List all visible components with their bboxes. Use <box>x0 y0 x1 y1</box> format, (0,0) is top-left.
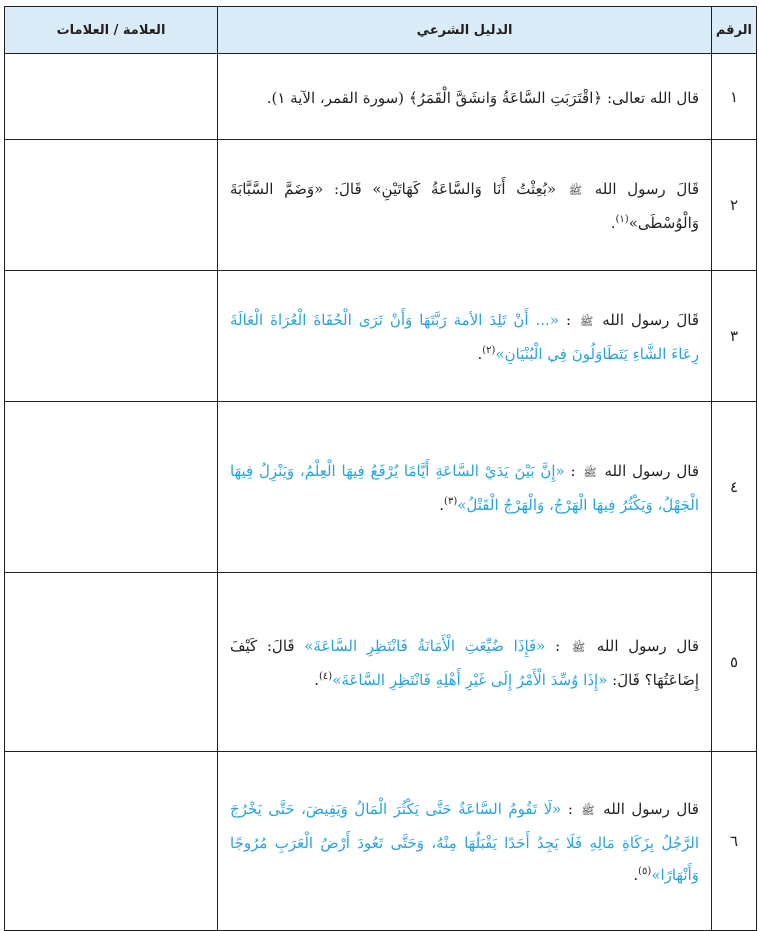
quran-verse: ﴿اقْتَرَبَتِ السَّاعَةُ وَانشَقَّ الْقَمَرُ﴾ <box>408 88 603 107</box>
hadith-text: «إِنَّ بَيْنَ يَدَيْ السَّاعَةِ أَيَّامًا يُرْفَعُ فِيهَا الْعِلْمُ، وَيَنْزِلُ فِيهَا الْجَهْلُ، وَيَكْثُرُ فِيهَا الْهَرْجُ، وَالْهَرْجُ الْقَتْلُ» <box>230 462 699 514</box>
row-number: ٦ <box>712 752 757 931</box>
table-row <box>5 54 757 140</box>
separator: : <box>570 462 576 480</box>
separator: : <box>565 311 572 329</box>
pbuh-ligature: ﷺ <box>583 466 597 479</box>
row-number: ٥ <box>712 573 757 752</box>
end-mark: . <box>439 496 445 514</box>
evidence-intro: قَالَ رسول الله <box>594 180 699 198</box>
hadith-text: «لَا تَقُومُ السَّاعَةُ حَتَّى يَكْثُرَ الْمَالُ وَيَفِيضَ، حَتَّى يَخْرُجَ الرَّجُلُ بِزَكَاةِ مَالِهِ فَلَا يَجِدُ أَحَدًا يَقْبَلُهَا مِنْهُ، وَحَتَّى تَعُودَ أَرْضُ الْعَرَبِ مُرُوجًا وَأَنْهَارًا» <box>230 800 699 884</box>
table-row <box>5 752 757 931</box>
sign-cell[interactable] <box>5 402 218 573</box>
sign-cell[interactable] <box>5 140 218 271</box>
header-evidence: الدليل الشرعي <box>218 7 712 54</box>
sign-cell[interactable] <box>5 54 218 140</box>
separator: : <box>567 800 573 818</box>
hadith-text: «بُعِثْتُ أَنَا وَالسَّاعَةُ كَهَاتَيْنِ» قَالَ: <box>333 180 557 198</box>
end-mark: . <box>477 345 483 363</box>
table-row <box>5 271 757 402</box>
evidence-cell <box>218 752 712 931</box>
pbuh-ligature: ﷺ <box>571 641 586 654</box>
end-mark: . <box>633 866 639 884</box>
separator: : <box>555 637 561 655</box>
evidence-table <box>4 6 757 931</box>
sign-cell[interactable] <box>5 271 218 402</box>
footnote-ref: (٥) <box>638 866 652 877</box>
pbuh-ligature: ﷺ <box>568 184 583 197</box>
hadith-text: «وَضَمَّ السَّبَّابَةَ وَالْوُسْطَى» <box>230 180 699 232</box>
evidence-cell <box>218 54 712 140</box>
row-number: ٣ <box>712 271 757 402</box>
question-text: قَالَ: كَيْفَ إِضَاعَتُهَا؟ قَالَ: <box>230 637 699 689</box>
table-row <box>5 402 757 573</box>
sign-cell[interactable] <box>5 573 218 752</box>
evidence-intro: قال رسول الله <box>596 637 699 655</box>
end-mark: . <box>610 214 616 232</box>
evidence-cell <box>218 140 712 271</box>
header-sign: العلامة / العلامات <box>5 7 218 54</box>
hadith-text: «... أَنْ تَلِدَ الأمة رَبَّتَهَا وَأَنْ تَرَى الْحُفَاةَ الْعُرَاةَ الْعَالَةَ رِعَاءَ الشَّاءِ يَتَطَاوَلُونَ فِي الْبُنْيَانِ» <box>230 311 699 363</box>
verse-source: (سورة القمر، الآية ١). <box>266 88 405 107</box>
table-row <box>5 140 757 271</box>
evidence-intro: قال رسول الله <box>603 800 699 818</box>
table-header-row <box>5 7 757 54</box>
footnote-ref: (٤) <box>319 671 333 682</box>
row-number: ٢ <box>712 140 757 271</box>
footnote-ref: (٣) <box>444 496 458 507</box>
sign-cell[interactable] <box>5 752 218 931</box>
evidence-intro: قال رسول الله <box>604 462 699 480</box>
evidence-intro: قال الله تعالى: <box>606 88 699 107</box>
hadith-text: «إِذَا وُسِّدَ الْأَمْرُ إِلَى غَيْرِ أَهْلِهِ فَانْتَظِرِ السَّاعَةَ» <box>332 671 608 689</box>
footnote-ref: (١) <box>615 214 629 225</box>
hadith-text: «فَإِذَا ضُيِّعَتِ الْأَمَانَةُ فَانْتَظِرِ السَّاعَةَ» <box>304 637 546 655</box>
row-number: ٤ <box>712 402 757 573</box>
table-row <box>5 573 757 752</box>
evidence-intro: قَالَ رسول الله <box>602 311 700 329</box>
evidence-cell <box>218 573 712 752</box>
header-number: الرقم <box>712 7 757 54</box>
pbuh-ligature: ﷺ <box>579 315 594 328</box>
row-number: ١ <box>712 54 757 140</box>
evidence-cell <box>218 271 712 402</box>
footnote-ref: (٢) <box>482 345 496 356</box>
pbuh-ligature: ﷺ <box>581 804 595 817</box>
end-mark: . <box>314 671 320 689</box>
evidence-cell <box>218 402 712 573</box>
